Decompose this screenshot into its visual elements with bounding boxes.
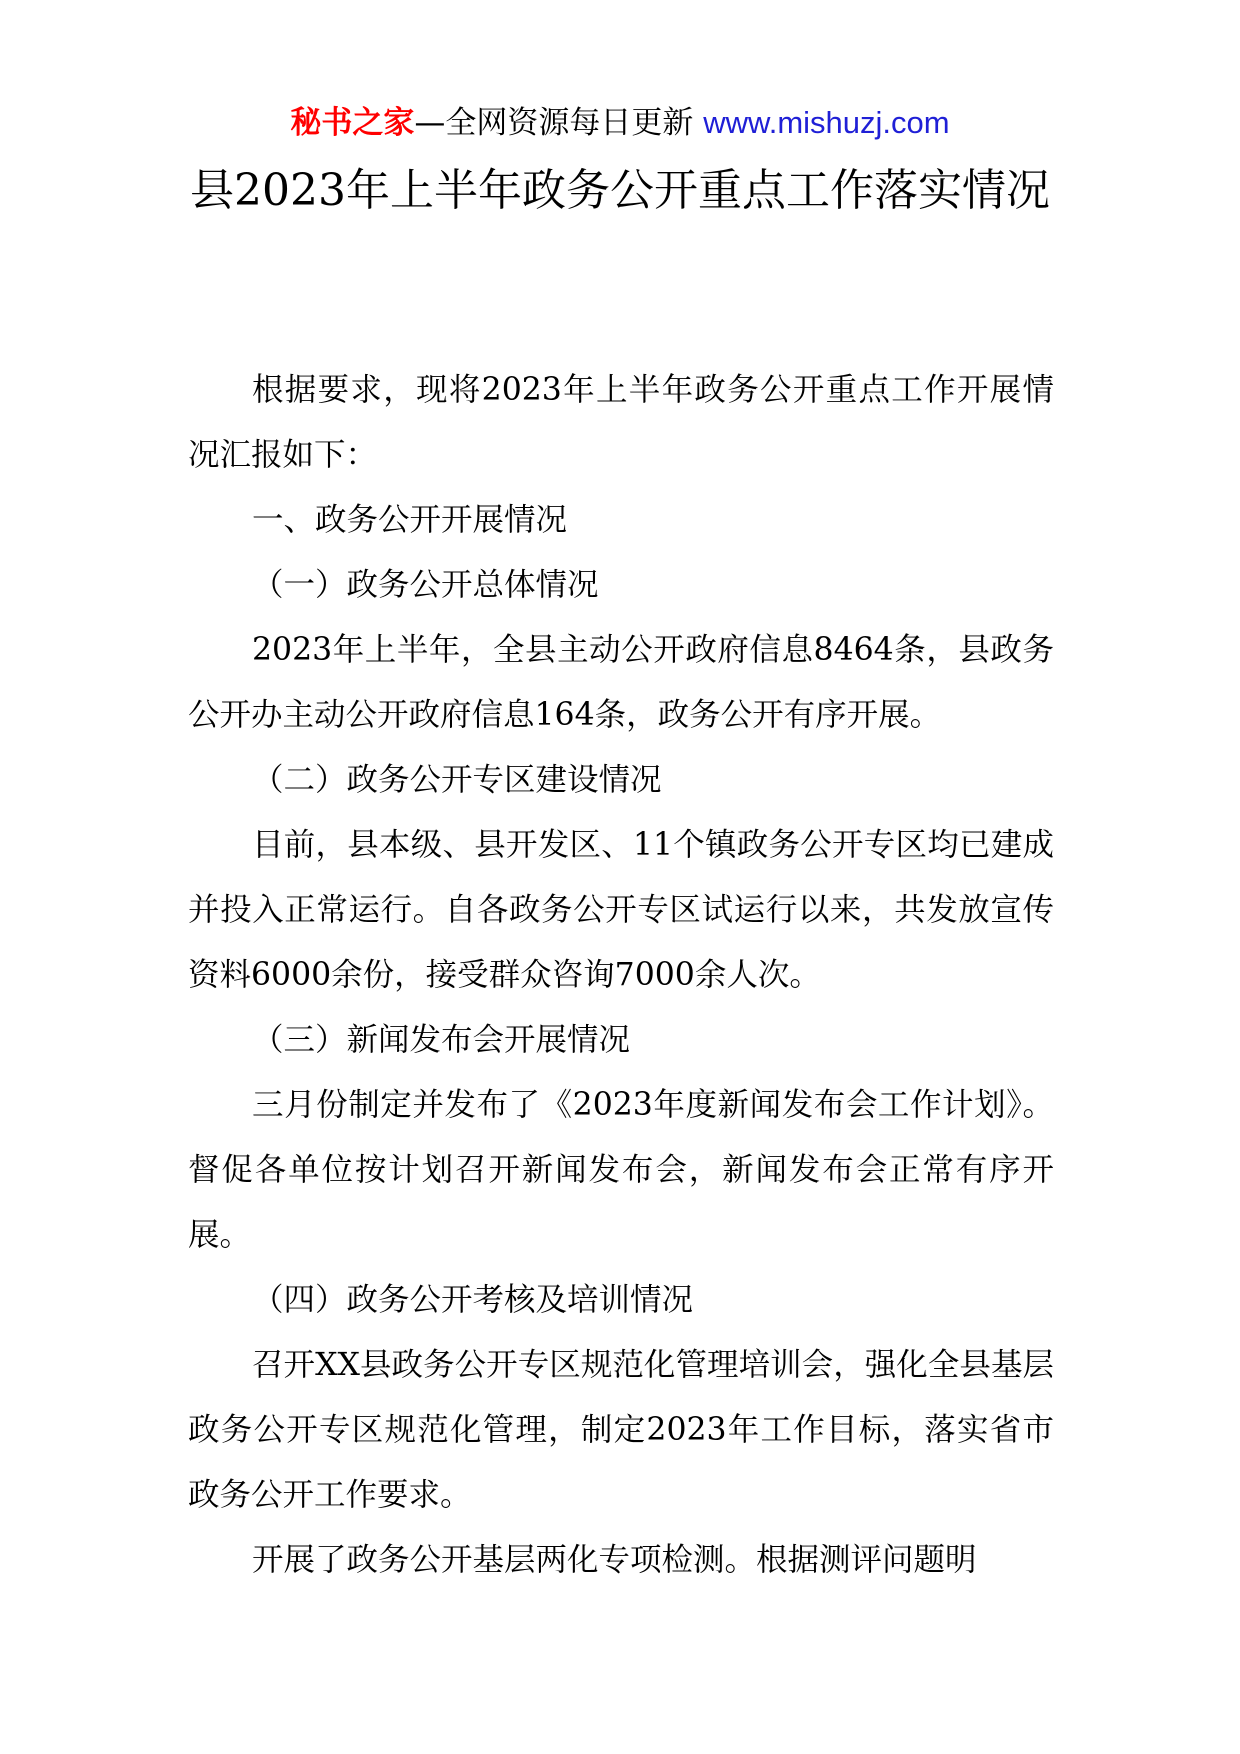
document-body — [188, 358, 1054, 1593]
subsection-heading-2: （二）政务公开专区建设情况 — [252, 762, 662, 798]
paragraph-zone-construction: 目前，县本级、县开发区、11个镇政务公开专区均已建成并投入正常运行。自各政务公开专区试运行以来，共发放宣传资料6000余份，接受群众咨询7000余人次。 — [188, 827, 1054, 993]
document-title: 县2023年上半年政务公开重点工作落实情况 — [190, 165, 1050, 216]
site-url-link[interactable]: www.mishuzj.com — [703, 105, 950, 140]
paragraph-inspection: 开展了政务公开基层两化专项检测。根据测评问题明 — [252, 1542, 977, 1578]
paragraph-training: 召开XX县政务公开专区规范化管理培训会，强化全县基层政务公开专区规范化管理，制定2023年工作目标，落实省市政务公开工作要求。 — [188, 1347, 1054, 1513]
paragraph-press-conference: 三月份制定并发布了《2023年度新闻发布会工作计划》。督促各单位按计划召开新闻发布会，新闻发布会正常有序开展。 — [188, 1087, 1054, 1253]
header-tagline: —全网资源每日更新 — [414, 105, 704, 141]
brand-name: 秘书之家 — [290, 105, 415, 141]
site-header — [0, 98, 1240, 148]
section-heading-1: 一、政务公开开展情况 — [252, 502, 568, 538]
paragraph-overview: 2023年上半年，全县主动公开政府信息8464条，县政务公开办主动公开政府信息164条，政务公开有序开展。 — [188, 632, 1054, 733]
subsection-heading-1: （一）政务公开总体情况 — [252, 567, 599, 603]
paragraph-intro: 根据要求，现将2023年上半年政务公开重点工作开展情况汇报如下： — [188, 372, 1054, 473]
subsection-heading-3: （三）新闻发布会开展情况 — [252, 1022, 631, 1058]
subsection-heading-4: （四）政务公开考核及培训情况 — [252, 1282, 694, 1318]
